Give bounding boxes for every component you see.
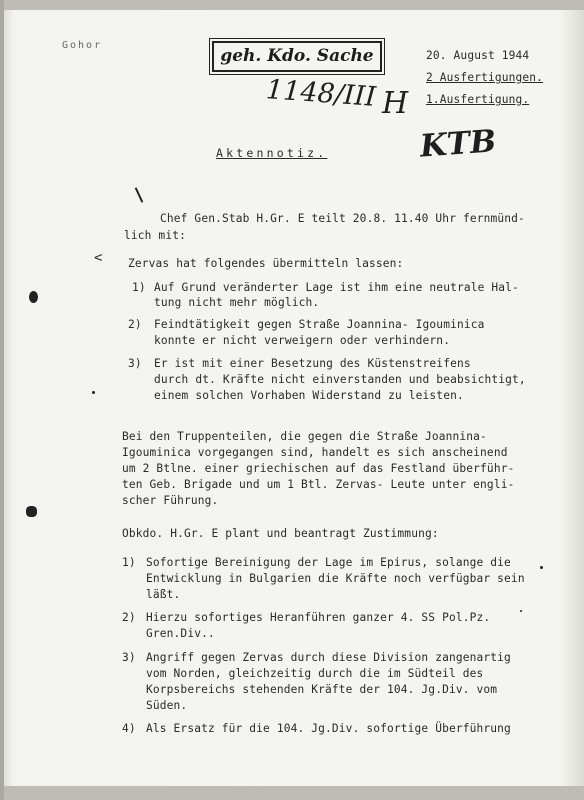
list-number: 4) — [122, 722, 136, 735]
list-number: 3) — [128, 357, 142, 370]
obkdo-intro: Obkdo. H.Gr. E plant und beantragt Zustimmung: — [122, 527, 439, 540]
copy-number: 1.Ausfertigung. — [426, 93, 530, 106]
list-item-line: Süden. — [146, 699, 188, 712]
paragraph-line: Igouminica vorgegangen sind, handelt es sich anscheinend — [122, 446, 508, 459]
list-number: 1) — [122, 556, 136, 569]
punch-hole-mark — [29, 291, 38, 303]
list-item-line: läßt. — [146, 588, 181, 601]
list-item-line: tung nicht mehr möglich. — [154, 296, 320, 309]
punch-hole-mark — [26, 506, 37, 517]
intro-line: Chef Gen.Stab H.Gr. E teilt 20.8. 11.40 Uhr fernmünd- — [160, 212, 525, 225]
scan-edge-bottom — [0, 786, 584, 800]
margin-mark: < — [94, 250, 103, 266]
handwritten-h: H — [382, 86, 409, 121]
scan-edge-top — [0, 0, 584, 10]
list-item-line: Korpsbereichs stehenden Kräfte der 104. Jg.Div. vom — [146, 683, 498, 696]
list-item-line: vom Norden, gleichzeitig durch die im Südteil des — [146, 667, 484, 680]
list-item-line: Sofortige Bereinigung der Lage im Epirus, solange die — [146, 556, 511, 569]
list-item-line: Er ist mit einer Besetzung des Küstenstreifens — [154, 357, 471, 370]
list-item-line: Feindtätigkeit gegen Straße Joannina- Igouminica — [154, 318, 485, 331]
scan-speck — [92, 391, 95, 394]
document-title: Aktennotiz. — [216, 146, 328, 160]
scan-edge-left — [0, 0, 4, 800]
document-date: 20. August 1944 — [426, 49, 530, 62]
paragraph-line: Bei den Truppenteilen, die gegen die Straße Joannina- — [122, 430, 487, 443]
pen-mark — [135, 187, 144, 202]
list-item-line: Hierzu sofortiges Heranführen ganzer 4. SS Pol.Pz. — [146, 611, 491, 624]
paragraph-line: ten Geb. Brigade und um 1 Btl. Zervas- Leute unter engli- — [122, 478, 515, 491]
list-number: 3) — [122, 651, 136, 664]
zervas-intro: Zervas hat folgendes übermitteln lassen: — [128, 257, 404, 270]
copies-count: 2 Ausfertigungen. — [426, 71, 544, 84]
paragraph-line: scher Führung. — [122, 494, 219, 507]
list-number: 2) — [128, 318, 142, 331]
list-number: 1) — [132, 281, 146, 294]
list-item-line: Entwicklung in Bulgarien die Kräfte noch verfügbar sein — [146, 572, 525, 585]
handwritten-signature: KTB — [418, 123, 498, 165]
list-item-line: einem solchen Vorhaben Widerstand zu leisten. — [154, 389, 464, 402]
scan-speck — [520, 610, 522, 612]
intro-line: lich mit: — [124, 229, 186, 242]
secret-stamp: geh. Kdo. Sache — [212, 41, 382, 72]
list-item-line: Angriff gegen Zervas durch diese Division zangenartig — [146, 651, 511, 664]
list-item-line: durch dt. Kräfte nicht einverstanden und beabsichtigt, — [154, 373, 526, 386]
scan-speck — [540, 566, 543, 569]
list-item-line: Gren.Div.. — [146, 627, 215, 640]
list-item-line: Als Ersatz für die 104. Jg.Div. sofortige Überführung — [146, 722, 511, 735]
top-left-mark: Gohor — [62, 40, 103, 51]
list-item-line: konnte er nicht verweigern oder verhindern. — [154, 334, 451, 347]
paragraph-line: um 2 Btlne. einer griechischen auf das Festland überführ- — [122, 462, 515, 475]
handwritten-reference: 1148/III — [265, 74, 377, 113]
list-number: 2) — [122, 611, 136, 624]
list-item-line: Auf Grund veränderter Lage ist ihm eine neutrale Hal- — [154, 281, 519, 294]
